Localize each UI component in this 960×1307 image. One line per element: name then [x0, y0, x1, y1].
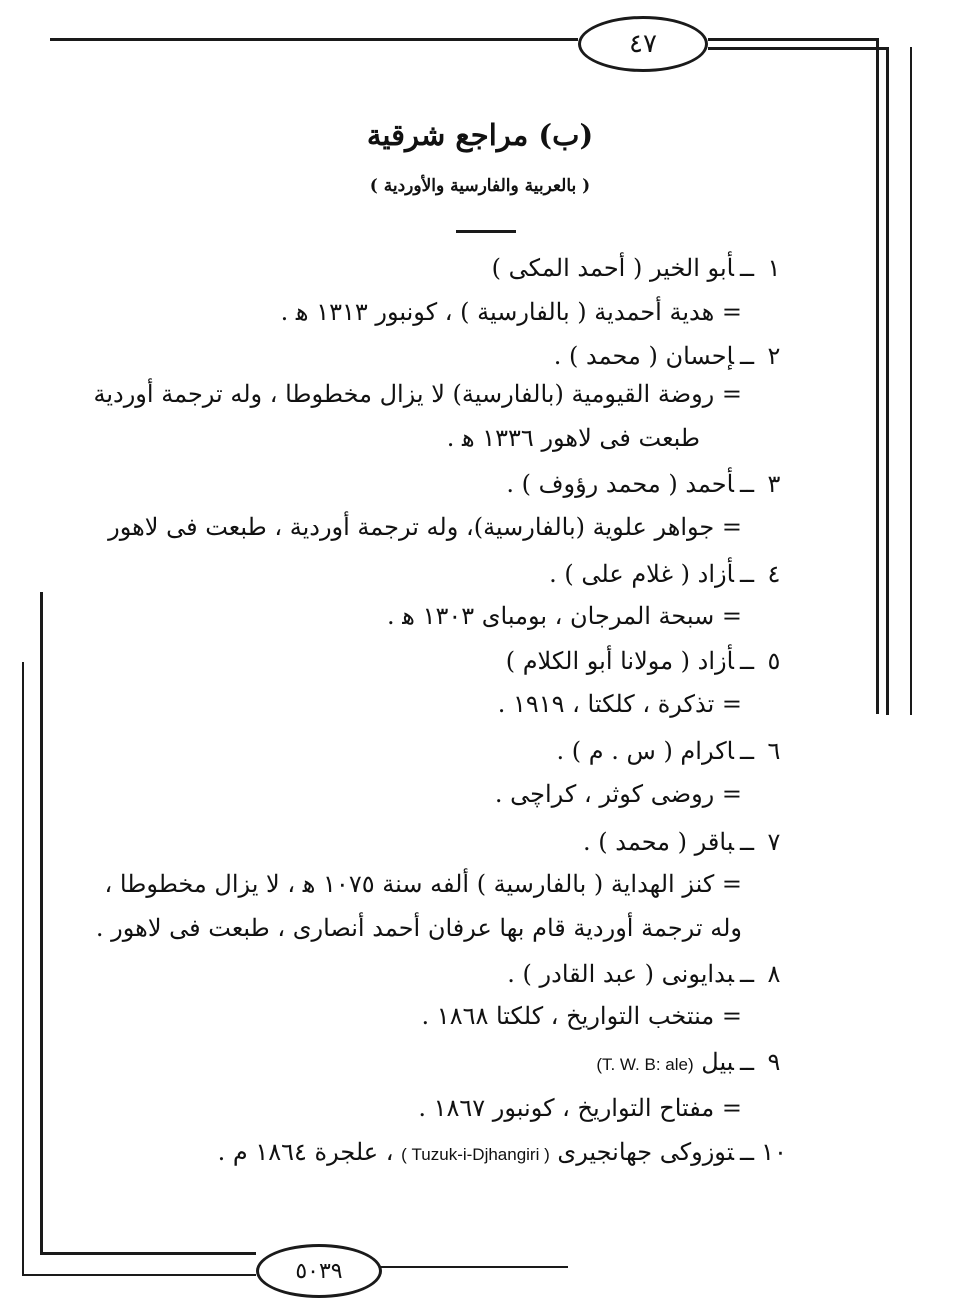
entry-author-9: ٩ــبيل (T. W. B: ale) [596, 1048, 781, 1076]
entry-author-10: ١٠ــتوزوكى جهانجيرى ( Tuzuk-i-Djhangiri ) ، علجرة ١٨٦٤ م . [217, 1138, 787, 1166]
entry-work-2: = روضة القيومية (بالفارسية) لا يزال مخطوطا ، وله ترجمة أوردية [93, 380, 742, 408]
page-number-top-text: ٤٧ [629, 29, 657, 59]
frame-bottom-line [40, 1252, 256, 1255]
entry-work-1: = هدية أحمدية ( بالفارسية ) ، كونبور ١٣١٣ ﻫ . [280, 298, 742, 326]
entry-author-6: ٦ــاكرام ( س . م ) . [556, 737, 781, 765]
page-title: (ب) مراجع شرقية [366, 118, 594, 152]
page-number-bottom [256, 1244, 382, 1298]
frame-top-line [50, 38, 578, 41]
title-divider [456, 230, 516, 233]
entry-author-5: ٥ــأزاد ( مولانا أبو الكلام ) [505, 647, 781, 675]
frame-left-line [22, 662, 24, 1274]
entry-work-4: = سبحة المرجان ، بومباى ١٣٠٣ ﻫ . [387, 602, 742, 630]
entry-author-10-latin: ( Tuzuk-i-Djhangiri ) [401, 1145, 550, 1164]
entry-author-4: ٤ــأزاد ( غلام على ) . [549, 560, 781, 588]
page-number-top [578, 16, 708, 72]
entry-work-7: = كنز الهداية ( بالفارسية ) ألفه سنة ١٠٧٥ ﻫ ، لا يزال مخطوطا ، [104, 870, 742, 898]
entry-author-1: ١ــأبو الخير ( أحمد المكى ) [491, 254, 781, 282]
entry-author-10-tail: ، علجرة ١٨٦٤ م . [217, 1138, 394, 1166]
page-number-bottom-text: ٥٠٣٩ [295, 1258, 343, 1284]
entry-work-8: = منتخب التواريخ ، كلكتا ١٨٦٨ . [421, 1002, 742, 1030]
entry-work-6: = روضى كوثر ، كراچى . [494, 780, 742, 808]
entry-work-5: = تذكرة ، كلكتا ، ١٩١٩ . [497, 690, 742, 718]
frame-left-line [40, 592, 43, 1252]
entry-author-7: ٧ــباقر ( محمد ) . [582, 828, 781, 856]
frame-bottom-line [378, 1266, 568, 1268]
page-subtitle: ( بالعربية والفارسية والأوردية ) [369, 176, 591, 196]
entry-work-9: = مفتاح التواريخ ، كونبور ١٨٦٧ . [418, 1094, 742, 1122]
entry-work-2-cont: طبعت فى لاهور ١٣٣٦ ﻫ . [446, 424, 700, 452]
entry-author-2: ٢ــإحسان ( محمد ) . [553, 342, 781, 370]
frame-top-line [708, 38, 876, 41]
entry-author-3: ٣ــأحمد ( محمد رؤوف ) . [506, 470, 781, 498]
frame-bottom-line [22, 1274, 256, 1276]
entry-work-3: = جواهر علوية (بالفارسية)، وله ترجمة أوردية ، طبعت فى لاهور [108, 513, 742, 541]
entry-author-9-latin: (T. W. B: ale) [596, 1055, 694, 1074]
frame-top-line [708, 47, 886, 50]
entry-work-7-cont: وله ترجمة أوردية قام بها عرفان أحمد أنصارى ، طبعت فى لاهور . [95, 914, 742, 942]
entry-author-8: ٨ــبدايونى ( عبد القادر ) . [507, 960, 781, 988]
